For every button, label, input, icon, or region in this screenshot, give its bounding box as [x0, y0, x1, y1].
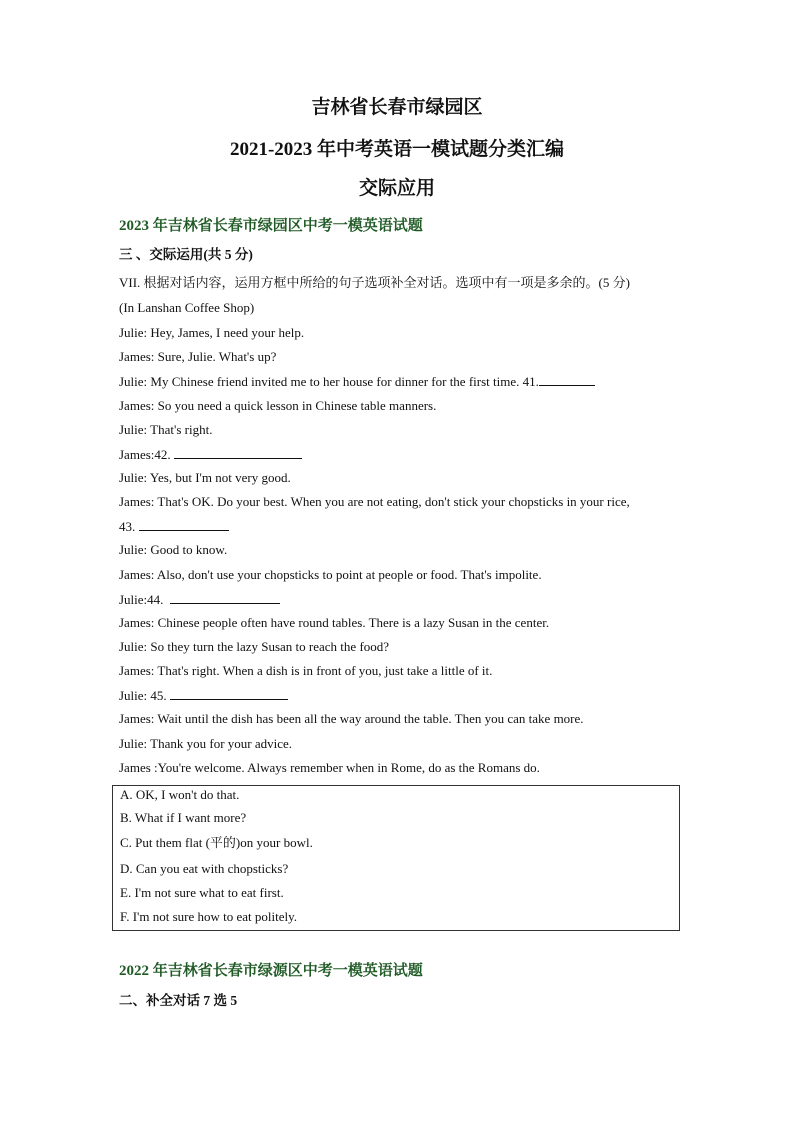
dialogue-line: James: Also, don't use your chopsticks to point at people or food. That's impolite. — [119, 567, 542, 582]
dialogue-line: Julie: That's right. — [119, 422, 213, 437]
dialogue-text: 43. — [119, 519, 136, 534]
options-box — [112, 785, 680, 931]
dialogue-line: Julie: Yes, but I'm not very good. — [119, 470, 291, 485]
dialogue-line: Julie: So they turn the lazy Susan to reach the food? — [119, 639, 390, 654]
dialogue-line: James :You're welcome. Always remember when in Rome, do as the Romans do. — [119, 760, 540, 775]
dialogue-text: Julie: 45. — [119, 688, 167, 703]
option-f: F. I'm not sure how to eat politely. — [120, 909, 298, 924]
dialogue-line: James: That's OK. Do your best. When you are not eating, don't stick your chopsticks in your rice, — [119, 494, 630, 509]
section-heading-2023: 2023 年吉林省长春市绿园区中考一模英语试题 — [119, 218, 423, 234]
dialogue-line-42 — [119, 445, 679, 464]
answer-blank-45[interactable] — [170, 686, 288, 700]
option-e: E. I'm not sure what to eat first. — [120, 885, 284, 900]
dialogue-line: James: Chinese people often have round tables. There is a lazy Susan in the center. — [119, 615, 550, 630]
option-b: B. What if I want more? — [120, 810, 247, 825]
dialogue-line: James: That's right. When a dish is in front of you, just take a little of it. — [119, 663, 493, 678]
dialogue-line-45 — [119, 686, 679, 705]
document-title-exam: 2021-2023 年中考英语一模试题分类汇编 — [229, 139, 565, 160]
dialogue-line: Julie: Hey, James, I need your help. — [119, 325, 305, 340]
option-c: C. Put them flat (平的)on your bowl. — [120, 835, 313, 850]
section-heading-2022: 2022 年吉林省长春市绿源区中考一模英语试题 — [119, 963, 423, 979]
dialogue-line: James: Wait until the dish has been all the way around the table. Then you can take more. — [119, 711, 584, 726]
dialogue-line: James: So you need a quick lesson in Chinese table manners. — [119, 398, 437, 413]
answer-blank-43[interactable] — [139, 517, 229, 531]
answer-blank-42[interactable] — [174, 445, 302, 459]
part-heading-2022: 二、补全对话 7 选 5 — [119, 993, 238, 1008]
dialogue-line: Julie: Thank you for your advice. — [119, 736, 293, 751]
dialogue-line-41 — [119, 372, 679, 391]
dialogue-setting: (In Lanshan Coffee Shop) — [119, 300, 255, 315]
answer-blank-44[interactable] — [170, 590, 280, 604]
dialogue-line: Julie: Good to know. — [119, 542, 228, 557]
dialogue-line-43 — [119, 517, 679, 536]
dialogue-text: James:42. — [119, 447, 171, 462]
option-d: D. Can you eat with chopsticks? — [120, 861, 289, 876]
option-a: A. OK, I won't do that. — [120, 787, 240, 802]
document-title-region: 吉林省长春市绿园区 — [311, 97, 483, 118]
dialogue-text: Julie:44. — [119, 592, 164, 607]
instruction-text: VII. 根据对话内容，运用方框中所给的句子选项补全对话。选项中有一项是多余的。(5 分) — [119, 275, 630, 290]
dialogue-text: Julie: My Chinese friend invited me to her house for dinner for the first time. 41. — [119, 374, 539, 389]
answer-blank-41[interactable] — [539, 372, 595, 386]
part-heading-2023: 三 、交际运用(共 5 分) — [119, 247, 253, 262]
dialogue-line: James: Sure, Julie. What's up? — [119, 349, 277, 364]
document-title-topic: 交际应用 — [358, 178, 435, 199]
dialogue-line-44 — [119, 590, 679, 609]
